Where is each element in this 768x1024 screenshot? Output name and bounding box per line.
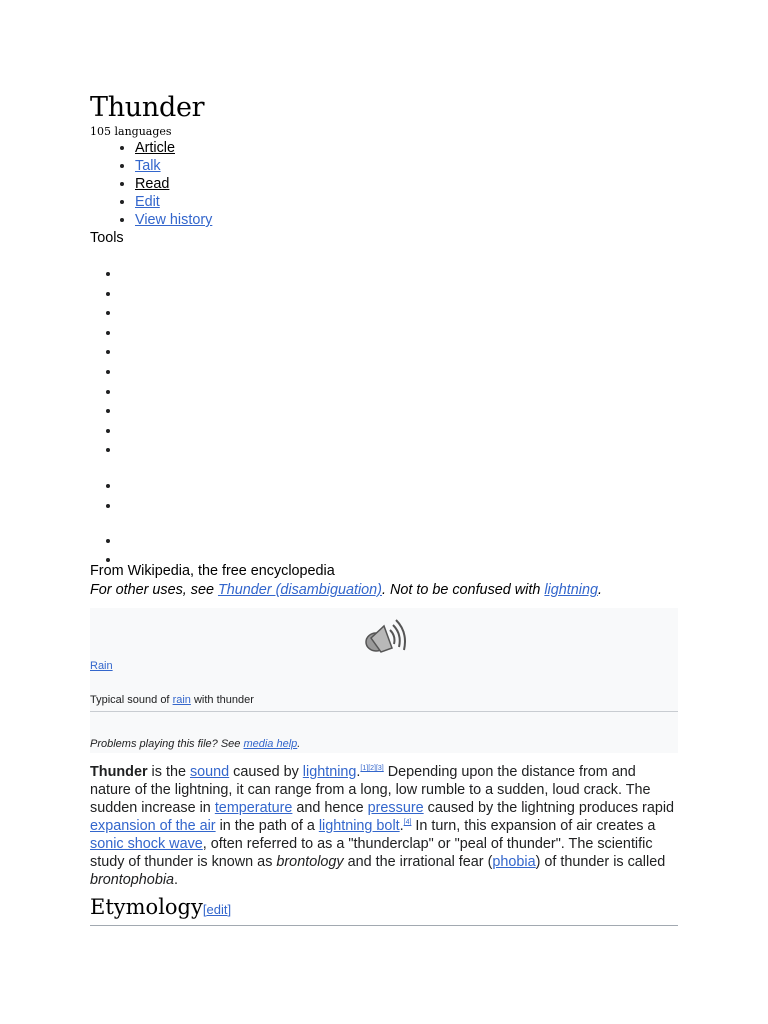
audio-caption <box>90 694 254 706</box>
audio-box <box>90 608 678 753</box>
speaker-icon[interactable] <box>362 614 406 658</box>
tools-item[interactable] <box>121 422 678 442</box>
edit-bracket-close: ] <box>227 902 232 918</box>
tools-item[interactable] <box>121 285 678 305</box>
lead-text: caused by the lightning produces rapid <box>423 800 675 817</box>
lead-text: is the <box>147 764 190 781</box>
tab-view-history-label[interactable]: View history <box>135 212 213 228</box>
tools-item[interactable] <box>121 441 678 461</box>
tools-item[interactable] <box>121 497 678 517</box>
article-page <box>90 92 678 926</box>
page-tabs <box>90 139 678 229</box>
hatnote-suffix: . <box>597 582 602 599</box>
lead-text: In turn, this expansion of air creates a <box>411 818 656 835</box>
audio-caption-prefix: Typical sound of <box>90 694 173 707</box>
lead-paragraph: Thunder is the sound caused by lightning.[1][2][3] Depending upon the distance from and nature of the lightning, it can range from a long, low rumble to a sudden, loud crack. The sudden increase in temperature and hence pressure caused by the lightning produces rapid expansion of the air in the path of a lightning bolt.[4] In turn, this expansion of air creates a sonic shock wave, often referred to as a "thunderclap" or "peal of thunder". The scientific study of thunder is known as brontology and the irrational fear (phobia) of thunder is called brontophobia. <box>90 764 675 889</box>
tools-item[interactable] <box>121 477 678 497</box>
reference-link[interactable]: [4] <box>403 819 412 827</box>
pressure-link[interactable]: pressure <box>367 800 424 817</box>
tab-edit[interactable] <box>135 193 678 211</box>
expansion-link[interactable]: expansion of the air <box>90 818 216 835</box>
section-edit-link[interactable]: edit <box>206 902 228 918</box>
audio-problem-suffix: . <box>297 738 301 751</box>
hatnote-middle: . Not to be confused with <box>381 582 545 599</box>
section-title: Etymology <box>90 895 203 920</box>
tools-item[interactable] <box>121 324 678 344</box>
lead-text: in the path of a <box>215 818 319 835</box>
audio-problem-prefix: Problems playing this file? See <box>90 738 244 751</box>
lead-bold-term: Thunder <box>90 764 148 781</box>
tools-menu-label[interactable]: Tools <box>90 230 124 246</box>
tools-item[interactable] <box>121 551 678 563</box>
tools-item[interactable] <box>121 265 678 285</box>
tools-item[interactable] <box>121 532 678 551</box>
tools-item[interactable] <box>121 383 678 403</box>
section-heading-etymology <box>90 893 678 926</box>
tools-list-print <box>90 477 678 516</box>
lightning-bolt-link[interactable]: lightning bolt <box>318 818 400 835</box>
tab-edit-label[interactable]: Edit <box>135 194 160 210</box>
disambiguation-link[interactable]: Thunder (disambiguation) <box>217 582 382 599</box>
lead-text: Depending upon the distance from and nature of the lightning, it can range from a long, low rumble to a sudden, loud crack. The sudden increase in <box>90 764 651 817</box>
tab-read-label[interactable]: Read <box>135 176 170 192</box>
media-help-link[interactable]: media help <box>243 738 298 751</box>
tools-item[interactable] <box>121 363 678 383</box>
tools-item[interactable] <box>121 343 678 363</box>
audio-problem-note <box>90 738 300 750</box>
shock-wave-link[interactable]: sonic shock wave <box>90 836 203 853</box>
lightning-link[interactable]: lightning <box>302 764 357 781</box>
lead-italic-term: brontology <box>276 854 344 871</box>
sound-link[interactable]: sound <box>189 764 230 781</box>
audio-caption-suffix: with thunder <box>190 694 254 707</box>
tools-item[interactable] <box>121 402 678 422</box>
language-count[interactable]: 105 languages <box>90 125 172 138</box>
tab-article[interactable] <box>135 139 678 157</box>
audio-divider <box>90 711 678 712</box>
page-title: Thunder <box>90 92 205 123</box>
hatnote <box>90 580 678 600</box>
tools-list-other <box>90 532 678 563</box>
section-edit <box>203 902 231 917</box>
tab-talk[interactable] <box>135 157 678 175</box>
tools-list <box>90 265 678 461</box>
lead-text: caused by <box>229 764 303 781</box>
lead-text: and the irrational fear ( <box>343 854 493 871</box>
phobia-link[interactable]: phobia <box>492 854 536 871</box>
lightning-hatnote-link[interactable]: lightning <box>544 582 598 599</box>
lead-text: , often referred to as a "thunderclap" or "peal of thunder". The scientific study of thunder is known as <box>90 836 653 871</box>
lead-text: ) of thunder is called <box>535 854 666 871</box>
audio-duration: Duration: 25 seconds. <box>90 678 198 691</box>
tab-talk-label[interactable]: Talk <box>135 158 161 174</box>
lead-italic-term: brontophobia <box>90 872 175 889</box>
site-subtitle: From Wikipedia, the free encyclopedia <box>90 563 335 580</box>
tab-read[interactable] <box>135 175 678 193</box>
hatnote-prefix: For other uses, see <box>90 582 218 599</box>
temperature-link[interactable]: temperature <box>214 800 293 817</box>
audio-file-link[interactable]: Rain <box>90 660 113 673</box>
tools-item[interactable] <box>121 304 678 324</box>
rain-link[interactable]: rain <box>172 694 191 707</box>
lead-text: and hence <box>292 800 368 817</box>
tab-view-history[interactable] <box>135 211 678 229</box>
tab-article-label[interactable]: Article <box>135 140 175 156</box>
edit-bracket-open: [ <box>202 902 207 918</box>
lead-text: . <box>174 872 179 889</box>
reference-link[interactable]: [1][2][3] <box>360 765 384 773</box>
